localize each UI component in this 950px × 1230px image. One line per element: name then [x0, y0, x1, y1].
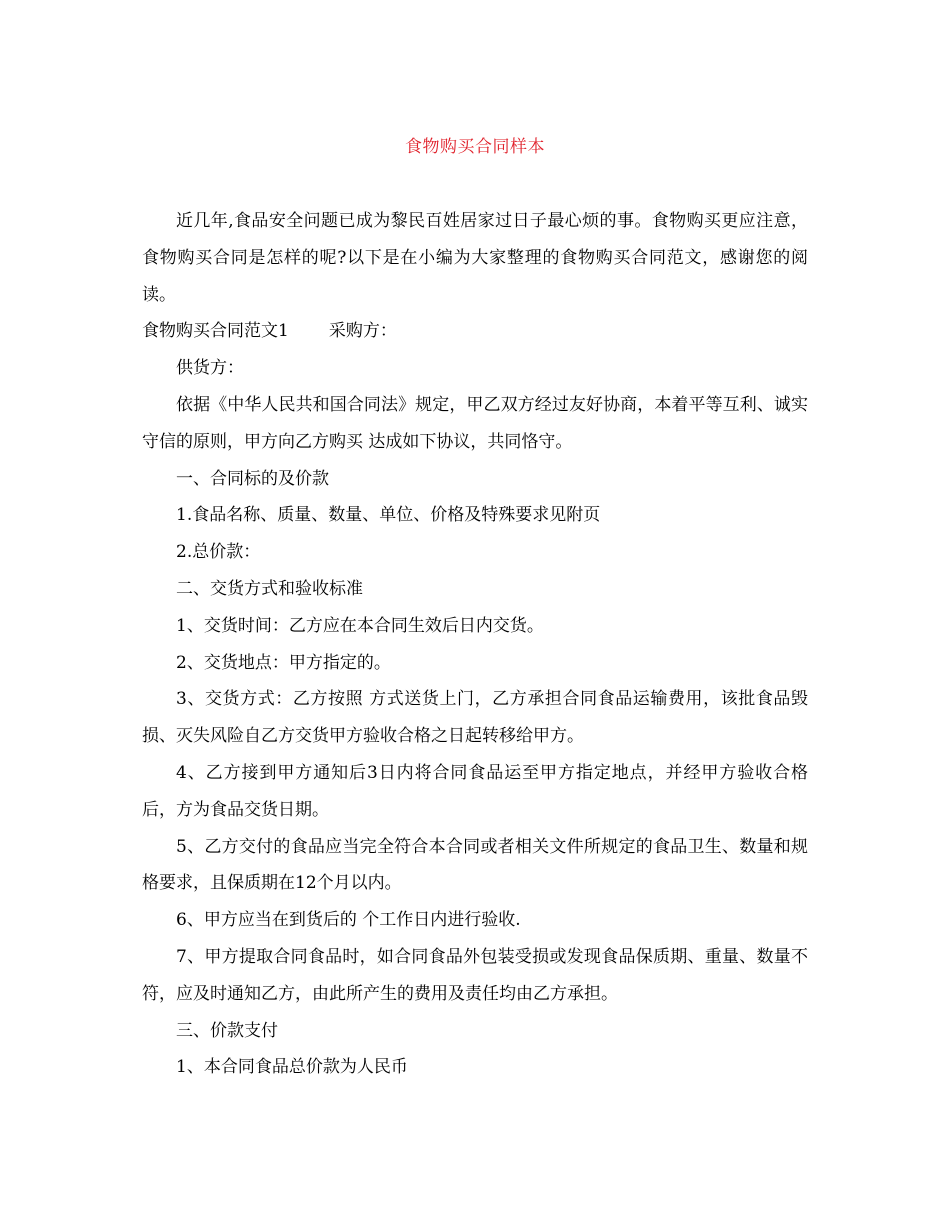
preamble-paragraph: 依据《中华人民共和国合同法》规定，甲乙双方经过友好协商，本着平等互利、诚实守信的原则，甲方向乙方购买 达成如下协议，共同恪守。	[142, 394, 808, 452]
clause-2-4: 4、乙方接到甲方通知后3日内将合同食品运至甲方指定地点，并经甲方验收合格后，方为食品交货日期。	[142, 762, 808, 820]
clause-1-1: 1.食品名称、质量、数量、单位、价格及特殊要求见附页	[176, 505, 601, 526]
section-heading-3: 三、价款支付	[176, 1020, 278, 1041]
clause-3-1: 1、本合同食品总价款为人民币	[176, 1057, 408, 1078]
clause-2-5: 5、乙方交付的食品应当完全符合本合同或者相关文件所规定的食品卫生、数量和规格要求，且保质期在12个月以内。	[142, 836, 808, 894]
section-heading-1: 一、合同标的及价款	[176, 468, 329, 489]
supplier-label: 供货方：	[176, 358, 244, 379]
buyer-label: 采购方：	[328, 321, 397, 342]
document-title: 食物购买合同样本	[405, 137, 545, 157]
sample-heading-line	[142, 313, 808, 350]
clause-2-6: 6、甲方应当在到货后的 个工作日内进行验收.	[176, 910, 521, 931]
section-heading-2: 二、交货方式和验收标准	[176, 578, 363, 599]
clause-2-7: 7、甲方提取合同食品时，如合同食品外包装受损或发现食品保质期、重量、数量不符，应及时通知乙方，由此所产生的费用及责任均由乙方承担。	[142, 946, 808, 1004]
clause-2-1: 1、交货时间：乙方应在本合同生效后日内交货。	[176, 615, 544, 636]
document-body	[142, 203, 808, 1086]
intro-paragraph: 近几年,食品安全问题已成为黎民百姓居家过日子最心烦的事。食物购买更应注意，食物购买合同是怎样的呢?以下是在小编为大家整理的食物购买合同范文，感谢您的阅读。	[142, 211, 808, 305]
clause-2-2: 2、交货地点：甲方指定的。	[176, 652, 391, 673]
sample-heading: 食物购买合同范文1	[142, 321, 289, 342]
clause-2-3: 3、交货方式：乙方按照 方式送货上门，乙方承担合同食品运输费用，该批食品毁损、灭失风险自乙方交货甲方验收合格之日起转移给甲方。	[142, 689, 808, 747]
clause-1-2: 2.总价款：	[176, 542, 261, 563]
